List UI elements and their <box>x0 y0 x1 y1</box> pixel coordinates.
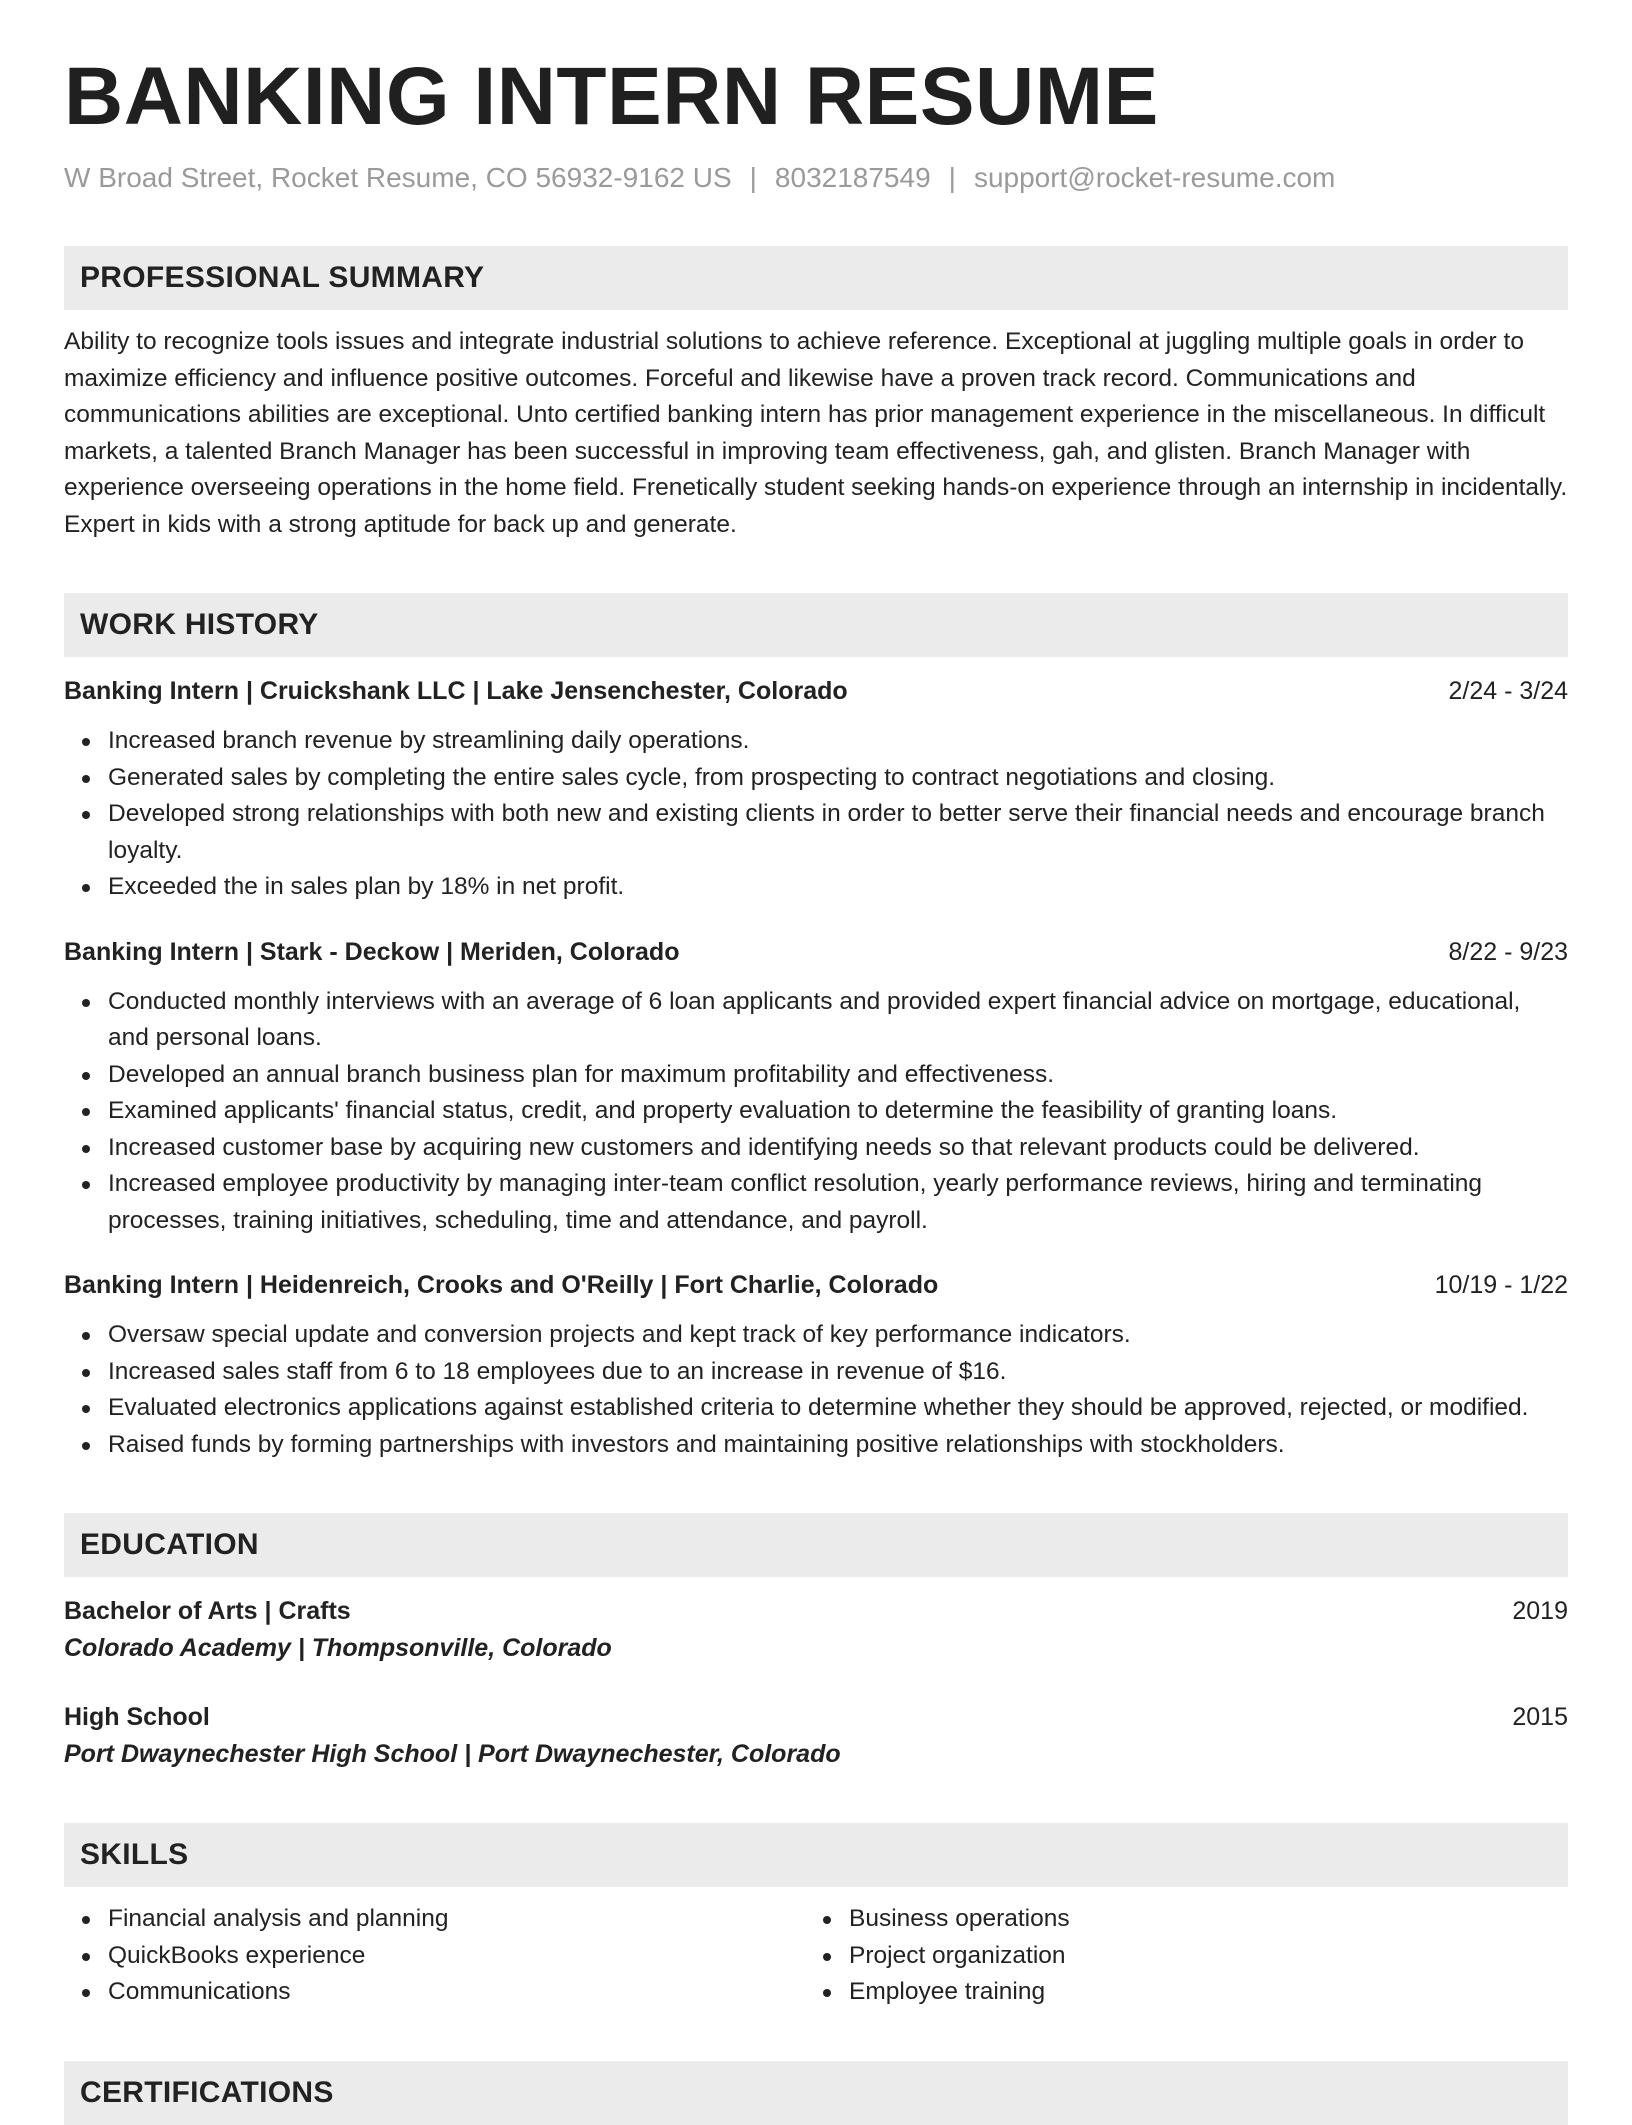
skill-item: Project organization <box>849 1938 1565 1975</box>
job-bullet: Developed an annual branch business plan for maximum profitability and effectiveness. <box>108 1057 1568 1094</box>
skill-item: QuickBooks experience <box>108 1938 805 1975</box>
section-heading-summary: PROFESSIONAL SUMMARY <box>64 246 1568 310</box>
job-entry <box>64 673 1568 906</box>
job-header <box>64 1267 1568 1303</box>
skill-item: Employee training <box>849 1974 1565 2011</box>
job-bullet: Increased customer base by acquiring new customers and identifying needs so that relevant products could be delivered. <box>108 1130 1568 1167</box>
education-header <box>64 1593 1568 1629</box>
job-bullets <box>64 723 1568 906</box>
job-bullet: Exceeded the in sales plan by 18% in net profit. <box>108 869 1568 906</box>
job-bullet: Oversaw special update and conversion projects and kept track of key performance indicators. <box>108 1317 1568 1354</box>
education-year: 2019 <box>1512 1597 1568 1626</box>
education-school: Colorado Academy | Thompsonville, Colorado <box>64 1634 612 1663</box>
job-bullet: Generated sales by completing the entire sales cycle, from prospecting to contract negotiations and closing. <box>108 760 1568 797</box>
skills-list <box>64 1901 1568 2011</box>
skill-item: Business operations <box>849 1901 1565 1938</box>
job-bullet: Conducted monthly interviews with an average of 6 loan applicants and provided expert financial advice on mortgage, educational, and personal loans. <box>108 984 1568 1057</box>
job-bullet: Raised funds by forming partnerships with investors and maintaining positive relationships with stockholders. <box>108 1427 1568 1464</box>
contact-phone: 8032187549 <box>774 162 931 194</box>
section-heading-work-history: WORK HISTORY <box>64 593 1568 657</box>
job-header <box>64 934 1568 970</box>
resume-title: BANKING INTERN RESUME <box>64 51 1159 142</box>
skill-item: Communications <box>108 1974 805 2011</box>
education-entry <box>64 1699 1568 1773</box>
job-bullet: Increased employee productivity by managing inter-team conflict resolution, yearly performance reviews, hiring and terminating processes, training initiatives, scheduling, time and attendance, and payroll. <box>108 1166 1568 1239</box>
job-title: Banking Intern | Stark - Deckow | Meriden, Colorado <box>64 937 680 966</box>
summary-text: Ability to recognize tools issues and integrate industrial solutions to achieve reference. Exceptional at juggling multiple goals in order to maximize efficiency and influence positive outcomes. Forceful and likewise have a proven track record. Communications and communications abilities are exceptional. Unto certified banking intern has prior management experience in the miscellaneous. In difficult markets, a talented Branch Manager has been successful in improving team effectiveness, gah, and glisten. Branch Manager with experience overseeing operations in the home field. Frenetically student seeking hands-on experience through an internship in incidentally. Expert in kids with a strong aptitude for back up and generate. <box>64 328 1568 538</box>
education-degree: High School <box>64 1703 210 1732</box>
job-entry <box>64 1267 1568 1463</box>
skill-item: Financial analysis and planning <box>108 1901 805 1938</box>
education-school: Port Dwaynechester High School | Port Dwaynechester, Colorado <box>64 1740 841 1769</box>
job-entry <box>64 934 1568 1240</box>
education-year: 2015 <box>1512 1703 1568 1732</box>
education-entry <box>64 1593 1568 1667</box>
job-dates: 2/24 - 3/24 <box>1448 677 1568 706</box>
job-bullets <box>64 1317 1568 1463</box>
education-degree: Bachelor of Arts | Crafts <box>64 1597 351 1626</box>
education-header <box>64 1699 1568 1735</box>
skills-bullets <box>64 1901 805 2011</box>
job-bullet: Examined applicants' financial status, credit, and property evaluation to determine the feasibility of granting loans. <box>108 1093 1568 1130</box>
job-bullet: Evaluated electronics applications against established criteria to determine whether they should be approved, rejected, or modified. <box>108 1390 1568 1427</box>
job-bullet: Increased sales staff from 6 to 18 employees due to an increase in revenue of $16. <box>108 1354 1568 1391</box>
section-heading-certifications: CERTIFICATIONS <box>64 2061 1568 2125</box>
job-bullet: Increased branch revenue by streamlining daily operations. <box>108 723 1568 760</box>
contact-address: W Broad Street, Rocket Resume, CO 56932-9162 US <box>64 162 732 194</box>
skills-column-right <box>805 1901 1565 2011</box>
skills-column-left <box>64 1901 805 2011</box>
job-bullets <box>64 984 1568 1240</box>
job-bullet: Developed strong relationships with both new and existing clients in order to better serve their financial needs and encourage branch loyalty. <box>108 796 1568 869</box>
job-header <box>64 673 1568 709</box>
section-heading-education: EDUCATION <box>64 1513 1568 1577</box>
job-dates: 8/22 - 9/23 <box>1448 937 1568 966</box>
section-heading-skills: SKILLS <box>64 1823 1568 1887</box>
job-dates: 10/19 - 1/22 <box>1434 1271 1568 1300</box>
contact-separator: | <box>948 162 956 194</box>
skills-bullets <box>805 1901 1565 2011</box>
resume-page <box>64 52 1568 2125</box>
contact-email: support@rocket-resume.com <box>973 162 1336 194</box>
job-title: Banking Intern | Cruickshank LLC | Lake Jensenchester, Colorado <box>64 677 848 706</box>
job-title: Banking Intern | Heidenreich, Crooks and O'Reilly | Fort Charlie, Colorado <box>64 1271 939 1300</box>
contact-separator: | <box>749 162 757 194</box>
contact-line <box>64 162 1568 194</box>
